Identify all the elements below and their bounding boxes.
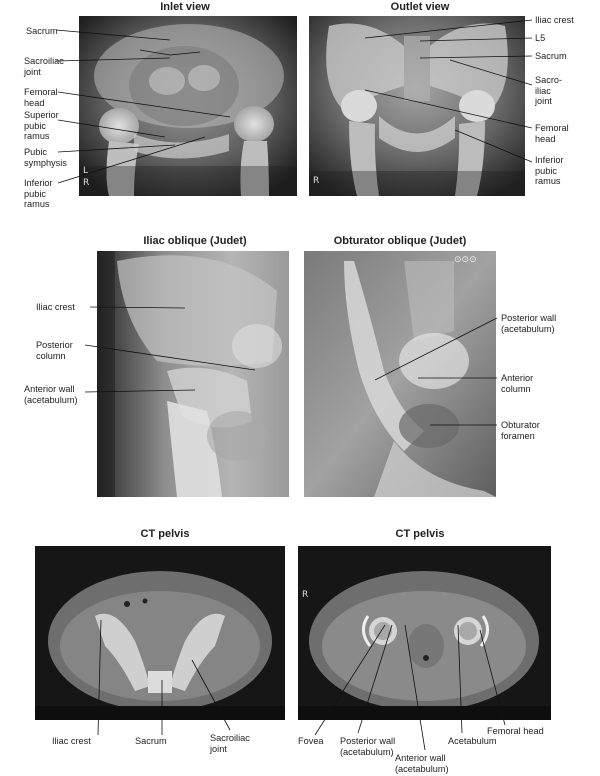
outlet-view-radiograph [309,16,525,196]
label-outlet-femoral-head: Femoral head [535,123,569,144]
ct-pelvis-title-1: CT pelvis [140,528,190,540]
label-inlet-femoral-head: Femoral head [24,87,58,108]
label-outlet-iliac-crest: Iliac crest [535,15,574,25]
side-marker-l: L [83,166,89,176]
label-inlet-inferior-pubic-ramus: Inferior pubic ramus [24,178,53,209]
ct-pelvis-title-2: CT pelvis [395,528,445,540]
label-ct2-anterior-wall: Anterior wall (acetabulum) [395,753,449,774]
label-outlet-sacrum: Sacrum [535,51,567,61]
label-outlet-sacroiliac: Sacro- iliac joint [535,75,563,106]
label-iliac-oblique-posterior-column: Posterior column [36,340,73,361]
label-ct2-femoral-head: Femoral head [487,726,544,736]
label-ct2-posterior-wall: Posterior wall (acetabulum) [340,736,396,757]
inlet-view-title: Inlet view [160,1,210,13]
label-obturator-foramen: Obturator foramen [501,420,540,441]
orientation-marker: R [83,178,90,188]
obturator-oblique-title: Obturator oblique (Judet) [333,235,467,247]
label-ct1-iliac-crest: Iliac crest [52,736,91,746]
ct-side-marker-r: R [302,590,309,600]
label-inlet-sacroiliac: Sacroiliac joint [24,56,64,77]
iliac-oblique-title: Iliac oblique (Judet) [143,235,247,247]
iliac-oblique-radiograph [97,251,289,497]
label-iliac-oblique-iliac-crest: Iliac crest [36,302,75,312]
ct-pelvis-image-2 [298,546,551,720]
inlet-view-radiograph [79,16,297,196]
label-inlet-pubic-symphysis: Pubic symphysis [24,147,67,168]
label-outlet-inferior-pubic-ramus: Inferior pubic ramus [535,155,564,186]
label-outlet-l5: L5 [535,33,546,43]
obturator-markers: ⊙⊙⊙ [454,255,477,265]
label-ct1-sacrum: Sacrum [135,736,167,746]
label-ct2-fovea: Fovea [298,736,324,746]
label-obturator-anterior-column: Anterior column [501,373,534,394]
label-ct2-acetabulum: Acetabulum [448,736,497,746]
label-obturator-posterior-wall: Posterior wall (acetabulum) [501,313,557,334]
label-iliac-oblique-anterior-wall: Anterior wall (acetabulum) [24,384,78,405]
label-inlet-superior-pubic-ramus: Superior pubic ramus [24,110,59,141]
obturator-oblique-radiograph [304,251,496,497]
side-marker-r: R [313,176,320,186]
label-inlet-sacrum: Sacrum [26,26,58,36]
ct-pelvis-image-1 [35,546,285,720]
label-ct1-sacroiliac: Sacroiliac joint [210,733,250,754]
outlet-view-title: Outlet view [390,1,450,13]
